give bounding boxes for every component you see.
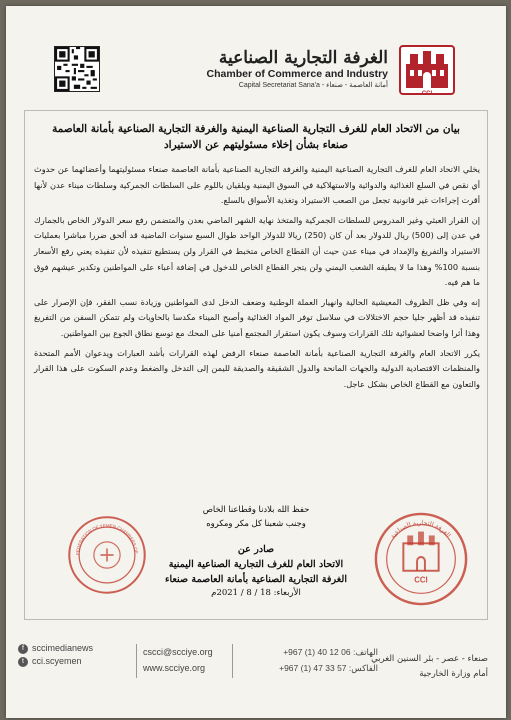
svg-text:FEDERATION OF YEMEN CHAMBERS O	[66, 514, 139, 555]
paragraph-4: يكرر الاتحاد العام والغرفة التجارية الصناعية بأمانة العاصمة صنعاء الرفض لهذه القرارات بأشد العبارات ويدعوان الأمم المتحدة والمنظمات الاقتصادية الدولية والجهات المانحة والدول الشقيقة والصديقة لليمن إلى التدخل والضغط وعدم السكوت على هذا القرار والتعاون مع القطاع الخاص بشكل عاجل.	[34, 347, 480, 389]
chamber-logo	[396, 42, 458, 98]
social-media-icon: f	[18, 644, 28, 654]
chamber-seal-logo: CCI	[414, 575, 428, 585]
organization-name-block	[207, 48, 388, 91]
federation-seal	[66, 514, 148, 596]
closing-prayer	[166, 502, 346, 530]
issuer-line-2: الغرفة التجارية الصناعية بأمانة العاصمة صنعاء	[164, 574, 348, 585]
capital-secretariat: Capital Secretariat Sana'a - أمانة العاصمة - صنعاء	[238, 82, 388, 89]
phone-number: الهاتف: 06 12 40 (1) 967+	[283, 647, 378, 657]
paragraph-1: يخلي الاتحاد العام للغرف التجارية الصناعية اليمنية والغرفة التجارية الصناعية بأمانة العاصمة صنعاء مسئوليتهما وأعضائهما عن حدوث أي نقص في السلع الغذائية والدوائية والاستهلاكية في السوق اليمنية ويلقيان باللوم على السلطات الجمركية وسلطات ميناء عدن لأنها أقرت إجراءات غير قانونية تجعل من الصعب الاستيراد وتغذية الأسواق بالسلع.	[34, 164, 480, 206]
twitter-icon: t	[18, 657, 28, 667]
social-links	[18, 642, 93, 668]
letter-footer	[6, 634, 506, 718]
letterhead	[6, 6, 506, 101]
contact-web	[143, 644, 213, 676]
statement-title	[32, 121, 480, 153]
round-stamp-icon	[66, 514, 148, 596]
logo-text: CCI	[421, 91, 433, 97]
issuer-block	[156, 542, 356, 587]
social-handle-2[interactable]: cci.scyemen	[32, 656, 82, 666]
email-link[interactable]: cscci@scciye.org	[143, 647, 213, 657]
chamber-seal	[372, 510, 470, 608]
chamber-seal-text: الغرفة التجارية الصناعية	[388, 518, 453, 541]
paragraph-3: إنه وفي ظل الظروف المعيشية الحالية وانهيار العملة الوطنية وضعف الدخل لدى المواطنين وزيادة نسب الفقر، فإن الإصرار على تنفيذه قد أظهر جليا حجم الاختلالات في سلاسل توفر المواد الغذائية وأصبح الميناء مكدسا بالحاويات ولم تتمكن السفن من التفريغ وهذا أثرا واضحا لعشوائية تلك القرارات وسوف يكون استقرار المجتمع أمنيا على المحك مع توسع نطاق الجوع بين المواطنين.	[34, 296, 480, 338]
issuer-line-1: الاتحاد العام للغرف التجارية الصناعية اليمنية	[168, 559, 344, 570]
social-row-1	[18, 642, 93, 655]
social-row-2	[18, 655, 93, 668]
title-line-2: صنعاء بشأن إخلاء مسئوليتهم عن الاستيراد	[163, 139, 348, 151]
fax-number: الفاكس: 57 33 47 (1) 967+	[279, 663, 378, 673]
org-name-arabic: الغرفة التجارية الصناعية	[218, 48, 388, 68]
footer-divider	[136, 644, 137, 678]
building-logo-icon	[396, 42, 458, 98]
footer-divider-2	[232, 644, 233, 678]
social-handle-1[interactable]: sccimedianews	[32, 643, 94, 653]
statement-body	[34, 162, 480, 396]
closing-line-2: وجنب شعبنا كل مكر ومكروه	[206, 518, 306, 528]
issued-from: صادر عن	[237, 544, 275, 555]
paragraph-2: إن القرار العبثي وغير المدروس للسلطات الجمركية والمتخذ نهاية الشهر الماضي بعدن والمتضمن رفع سعر الدولار الخاص بالجمارك في عدن إلى (500) ريال للدولار بعد أن كان (250) ريالا للدولار الواحد طوال السبع سنوات الماضية قد ألحق ضررا مباشرا بعمليات الاستيراد والتفريغ والإمداد في ميناء عدن حيث أن القطاع الخاص متخبط في القرار ولن يستطيع تنفيذه لأن تنفيذه يعني رفع الأسعار بنسبة 100% وهذا ما لا يطيقه الشعب اليمني ولن يتجر القطاع الخاص للدخول في إضافة أعباء على المواطنين وتكدير عيشهم فوق ما هم فيه.	[34, 214, 480, 288]
org-name-english: Chamber of Commerce and Industry	[206, 68, 388, 80]
letter-sheet	[6, 6, 506, 718]
contact-phones	[238, 644, 378, 676]
address-line-2: أمام وزارة الخارجية	[419, 669, 488, 679]
address	[371, 652, 488, 682]
qr-code	[54, 46, 100, 92]
title-line-1: بيان من الاتحاد العام للغرف التجارية الصناعية اليمنية والغرفة التجارية الصناعية بأمانة العاصمة	[52, 123, 460, 135]
website-link[interactable]: www.scciye.org	[143, 663, 206, 673]
federation-seal-text: FEDERATION OF YEMEN CHAMBERS OF	[75, 523, 139, 556]
statement-date: الأربعاء: 18 / 8 / 2021م	[211, 588, 301, 598]
closing-line-1: حفظ الله بلادنا وقطاعنا الخاص	[202, 504, 310, 514]
address-line-1: صنعاء - عصر - بئر السنين الغربي	[371, 654, 488, 664]
qr-code-icon	[55, 47, 99, 91]
square-stamp-icon	[372, 510, 470, 608]
